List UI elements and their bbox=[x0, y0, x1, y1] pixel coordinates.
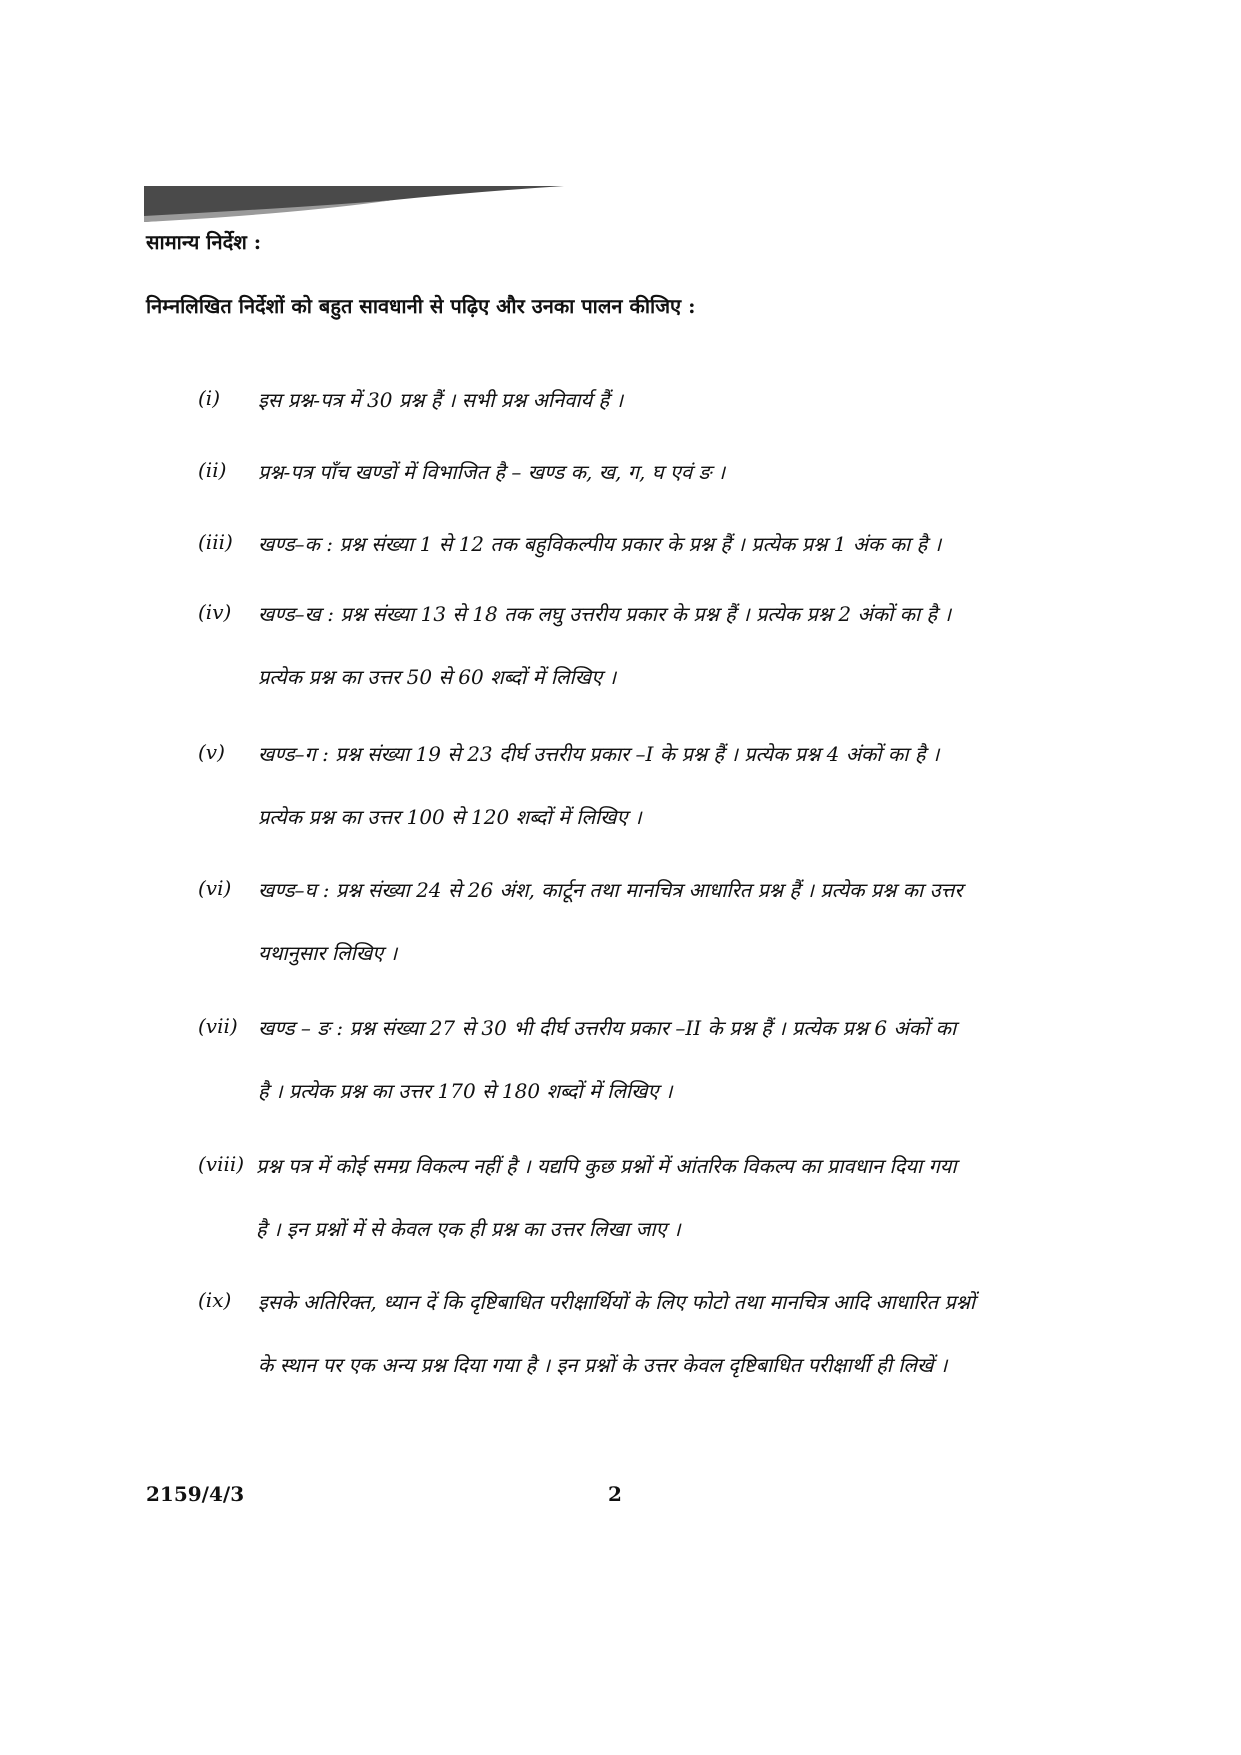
item-text: प्रत्येक प्रश्न का उत्तर 50 से 60 शब्दों में लिखिए । bbox=[258, 665, 617, 689]
item-text: के स्थान पर एक अन्य प्रश्न दिया गया है । इन प्रश्नों के उत्तर केवल दृष्टिबाधित परीक्षार्थी ही लिखें । bbox=[258, 1353, 948, 1377]
item-text: इस प्रश्न-पत्र में 30 प्रश्न हैं । सभी प्रश्न अनिवार्य हैं । bbox=[258, 388, 624, 412]
item-text: खण्ड–घ : प्रश्न संख्या 24 से 26 अंश, कार्टून तथा मानचित्र आधारित प्रश्न हैं । प्रत्येक प्रश्न का उत्तर bbox=[258, 878, 963, 902]
item-text: प्रश्न-पत्र पाँच खण्डों में विभाजित है – खण्ड क, ख, ग, घ एवं ङ । bbox=[258, 460, 726, 484]
item-number: (iv) bbox=[198, 600, 232, 624]
item-text: इसके अतिरिक्त, ध्यान दें कि दृष्टिबाधित परीक्षार्थियों के लिए फोटो तथा मानचित्र आदि आधारित प्रश्नों bbox=[258, 1290, 976, 1314]
section-title: सामान्य निर्देश : bbox=[146, 230, 262, 254]
item-text: खण्ड–क : प्रश्न संख्या 1 से 12 तक बहुविकल्पीय प्रकार के प्रश्न हैं । प्रत्येक प्रश्न 1 अंक का है । bbox=[258, 532, 942, 556]
item-text: खण्ड–ग : प्रश्न संख्या 19 से 23 दीर्घ उत्तरीय प्रकार –I के प्रश्न हैं । प्रत्येक प्रश्न 4 अंकों का है । bbox=[258, 742, 940, 766]
item-number: (vii) bbox=[198, 1014, 238, 1038]
header-banner bbox=[144, 186, 564, 222]
item-number: (iii) bbox=[198, 530, 233, 554]
item-number: (viii) bbox=[198, 1152, 245, 1176]
item-text: यथानुसार लिखिए । bbox=[258, 941, 398, 965]
item-number: (ix) bbox=[198, 1288, 232, 1312]
item-number: (i) bbox=[198, 386, 221, 410]
paper-code: 2159/4/3 bbox=[146, 1482, 245, 1506]
page-number: 2 bbox=[608, 1482, 622, 1506]
item-text: है । इन प्रश्नों में से केवल एक ही प्रश्न का उत्तर लिखा जाए । bbox=[256, 1217, 681, 1241]
item-text: है । प्रत्येक प्रश्न का उत्तर 170 से 180 शब्दों में लिखिए । bbox=[258, 1079, 673, 1103]
item-text: खण्ड – ङ : प्रश्न संख्या 27 से 30 भी दीर्घ उत्तरीय प्रकार –II के प्रश्न हैं । प्रत्येक प्रश्न 6 अंकों का bbox=[258, 1016, 957, 1040]
item-number: (v) bbox=[198, 740, 225, 764]
item-text: प्रश्न पत्र में कोई समग्र विकल्प नहीं है । यद्यपि कुछ प्रश्नों में आंतरिक विकल्प का प्रावधान दिया गया bbox=[256, 1154, 957, 1178]
item-text: खण्ड–ख : प्रश्न संख्या 13 से 18 तक लघु उत्तरीय प्रकार के प्रश्न हैं । प्रत्येक प्रश्न 2 अंकों का है । bbox=[258, 602, 952, 626]
instructions-intro: निम्नलिखित निर्देशों को बहुत सावधानी से पढ़िए और उनका पालन कीजिए : bbox=[146, 294, 696, 318]
item-text: प्रत्येक प्रश्न का उत्तर 100 से 120 शब्दों में लिखिए । bbox=[258, 805, 642, 829]
item-number: (ii) bbox=[198, 458, 227, 482]
item-number: (vi) bbox=[198, 876, 232, 900]
